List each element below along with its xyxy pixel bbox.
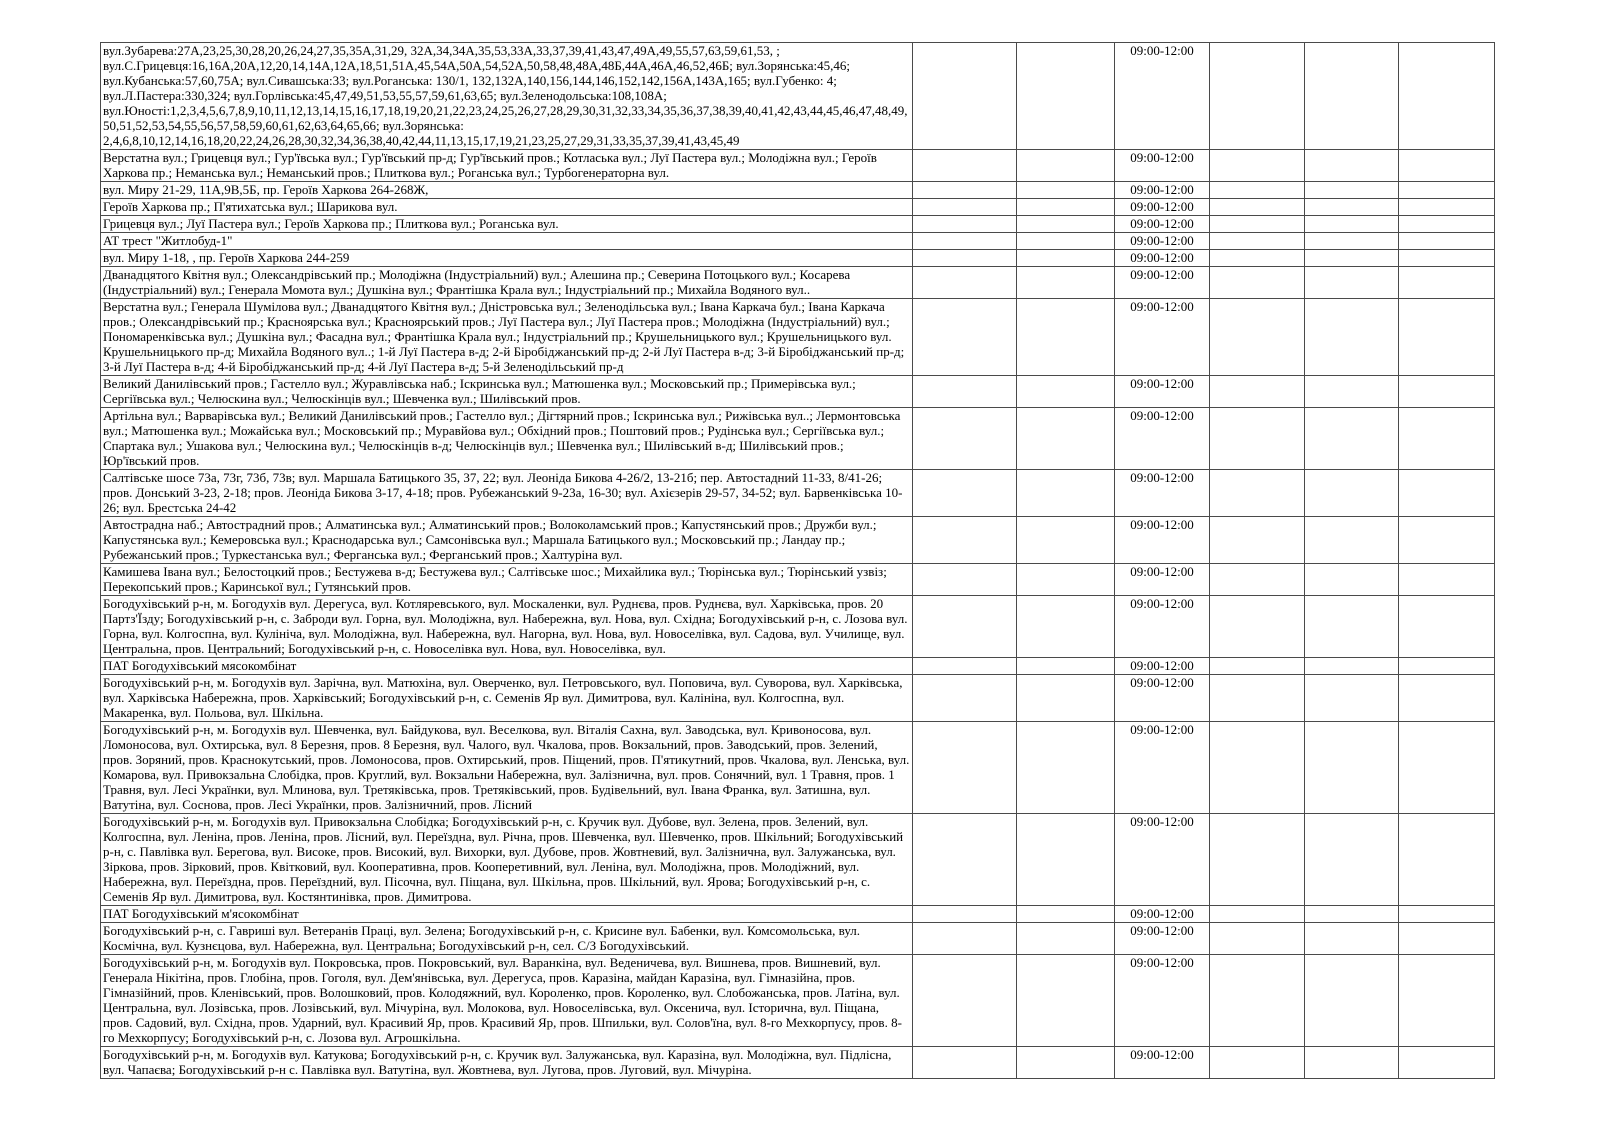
empty-cell — [913, 517, 1017, 564]
streets-cell: Великий Данилівський пров.; Гастелло вул.; Журавлівська наб.; Іскринська вул.; Матюшенка вул.; Московський пр.; Примерівська вул.; Сергіївська вул.; Челюскина вул.; Челюскінців вул.; Шевченка вул.; Шилівський пров. — [101, 376, 913, 408]
table-row — [101, 150, 1495, 182]
empty-cell — [1305, 955, 1399, 1047]
empty-cell — [1210, 216, 1305, 233]
streets-cell: Артільна вул.; Варварівська вул.; Великий Данилівський пров.; Гастелло вул.; Дігтярний пров.; Іскринська вул.; Рижівська вул..; Лермонтовська вул.; Матюшенка вул.; Можайська вул.; Московський пр.; Муравйова вул.; Обхідний пров.; Поштовий пров.; Рудінська вул.; Сергіївська вул.; Спартака вул.; Ушакова вул.; Челюскина вул.; Челюскінців в-д; Челюскінців вул.; Шевченка вул.; Шилівський в-д; Шилівський пров.; Юр'ївський пров. — [101, 408, 913, 470]
empty-cell — [1305, 658, 1399, 675]
empty-cell — [1305, 233, 1399, 250]
empty-cell — [1017, 408, 1115, 470]
empty-cell — [1210, 470, 1305, 517]
empty-cell — [913, 722, 1017, 814]
table-row — [101, 376, 1495, 408]
empty-cell — [913, 182, 1017, 199]
empty-cell — [1017, 216, 1115, 233]
table-row — [101, 250, 1495, 267]
empty-cell — [913, 233, 1017, 250]
empty-cell — [1017, 470, 1115, 517]
empty-cell — [1210, 408, 1305, 470]
streets-cell: Богодухівський р-н, м. Богодухів вул. Шевченка, вул. Байдукова, вул. Веселкова, вул. Віталія Сахна, вул. Заводська, вул. Кривоносова, вул. Ломоносова, вул. Охтирська, вул. 8 Березня, пров. 8 Березня, вул. Чалого, вул. Чкалова, пров. Вокзальний, пров. Заводський, пров. Зелений, пров. Зоряний, пров. Краснокутський, пров. Ломоносова, пров. Охтирський, пров. Піщений, пров. П'ятикутний, пров. Чкалова, вул. Ленська, вул. Комарова, вул. Привокзальна Слобідка, пров. Круглий, вул. Вокзальни Набережна, вул. Залізнична, вул. пров. Сонячний, вул. 1 Травня, пров. 1 Травня, вул. Лесі Українки, вул. Млинова, вул. Третяківська, пров. Третяківський, пров. Будівельний, вул. Івана Франка, вул. Затишна, вул. Ватутіна, вул. Соснова, пров. Лесі Українки, пров. Залізничний, пров. Лісний — [101, 722, 913, 814]
time-cell: 09:00-12:00 — [1115, 182, 1210, 199]
time-cell: 09:00-12:00 — [1115, 722, 1210, 814]
empty-cell — [1399, 722, 1495, 814]
table-row — [101, 1047, 1495, 1079]
empty-cell — [1399, 250, 1495, 267]
table-row — [101, 299, 1495, 376]
empty-cell — [1305, 722, 1399, 814]
empty-cell — [1017, 564, 1115, 596]
empty-cell — [1399, 923, 1495, 955]
time-cell: 09:00-12:00 — [1115, 675, 1210, 722]
empty-cell — [1399, 376, 1495, 408]
empty-cell — [1305, 814, 1399, 906]
empty-cell — [1399, 43, 1495, 150]
empty-cell — [913, 658, 1017, 675]
time-cell: 09:00-12:00 — [1115, 408, 1210, 470]
time-cell: 09:00-12:00 — [1115, 150, 1210, 182]
empty-cell — [1399, 564, 1495, 596]
empty-cell — [913, 906, 1017, 923]
empty-cell — [1399, 150, 1495, 182]
empty-cell — [1399, 299, 1495, 376]
table-row — [101, 675, 1495, 722]
empty-cell — [1210, 722, 1305, 814]
empty-cell — [1399, 517, 1495, 564]
time-cell: 09:00-12:00 — [1115, 216, 1210, 233]
table-row — [101, 216, 1495, 233]
empty-cell — [1017, 906, 1115, 923]
empty-cell — [1399, 199, 1495, 216]
time-cell: 09:00-12:00 — [1115, 517, 1210, 564]
table-row — [101, 43, 1495, 150]
outage-schedule-table — [100, 42, 1495, 1079]
empty-cell — [1305, 906, 1399, 923]
streets-cell: Верстатна вул.; Грицевця вул.; Гур'ївська вул.; Гур'ївський пр-д; Гур'ївський пров.; Котласька вул.; Луї Пастера вул.; Молодіжна вул.; Героїв Харкова пр.; Неманська вул.; Неманський пров.; Плиткова вул.; Роганська вул.; Турбогенераторна вул. — [101, 150, 913, 182]
empty-cell — [1017, 596, 1115, 658]
empty-cell — [913, 299, 1017, 376]
table-row — [101, 408, 1495, 470]
empty-cell — [1399, 814, 1495, 906]
empty-cell — [1210, 658, 1305, 675]
time-cell: 09:00-12:00 — [1115, 814, 1210, 906]
table-row — [101, 658, 1495, 675]
empty-cell — [1305, 675, 1399, 722]
streets-cell: вул. Миру 21-29, 11А,9В,5Б, пр. Героїв Харкова 264-268Ж, — [101, 182, 913, 199]
empty-cell — [913, 199, 1017, 216]
empty-cell — [913, 470, 1017, 517]
time-cell: 09:00-12:00 — [1115, 250, 1210, 267]
empty-cell — [1210, 906, 1305, 923]
empty-cell — [1210, 250, 1305, 267]
empty-cell — [1210, 150, 1305, 182]
time-cell: 09:00-12:00 — [1115, 658, 1210, 675]
empty-cell — [1017, 675, 1115, 722]
table-row — [101, 199, 1495, 216]
time-cell: 09:00-12:00 — [1115, 233, 1210, 250]
table-row — [101, 182, 1495, 199]
empty-cell — [1305, 199, 1399, 216]
streets-cell: Богодухівський р-н, с. Гавриші вул. Ветеранів Праці, вул. Зелена; Богодухівський р-н, с. Крисине вул. Бабенки, вул. Комсомольська, вул. Космічна, вул. Кузнєцова, вул. Набережна, вул. Центральна; Богодухівський р-н, сел. С/З Богодухівський. — [101, 923, 913, 955]
table-row — [101, 564, 1495, 596]
empty-cell — [1305, 517, 1399, 564]
time-cell: 09:00-12:00 — [1115, 199, 1210, 216]
streets-cell: вул. Миру 1-18, , пр. Героїв Харкова 244-259 — [101, 250, 913, 267]
empty-cell — [913, 596, 1017, 658]
empty-cell — [1399, 1047, 1495, 1079]
empty-cell — [1305, 470, 1399, 517]
empty-cell — [913, 955, 1017, 1047]
empty-cell — [1399, 233, 1495, 250]
streets-cell: АТ трест "Житлобуд-1" — [101, 233, 913, 250]
empty-cell — [1017, 814, 1115, 906]
time-cell: 09:00-12:00 — [1115, 1047, 1210, 1079]
table-row — [101, 722, 1495, 814]
empty-cell — [1305, 376, 1399, 408]
table-row — [101, 517, 1495, 564]
time-cell: 09:00-12:00 — [1115, 596, 1210, 658]
empty-cell — [1399, 955, 1495, 1047]
empty-cell — [1017, 923, 1115, 955]
empty-cell — [1305, 182, 1399, 199]
empty-cell — [1305, 216, 1399, 233]
empty-cell — [1305, 596, 1399, 658]
empty-cell — [1210, 955, 1305, 1047]
empty-cell — [1305, 923, 1399, 955]
empty-cell — [1017, 299, 1115, 376]
empty-cell — [1017, 182, 1115, 199]
empty-cell — [1305, 299, 1399, 376]
streets-cell: Богодухівський р-н, м. Богодухів вул. Зарічна, вул. Матюхіна, вул. Оверченко, вул. Петровського, вул. Поповича, вул. Суворова, вул. Харківська, вул. Харківська Набережна, пров. Харківський; Богодухівський р-н, с. Семенів Яр вул. Димитрова, вул. Калініна, вул. Колгоспна, вул. Макаренка, вул. Польова, вул. Шкільна. — [101, 675, 913, 722]
time-cell: 09:00-12:00 — [1115, 299, 1210, 376]
empty-cell — [913, 250, 1017, 267]
empty-cell — [1210, 376, 1305, 408]
streets-cell: Героїв Харкова пр.; П'ятихатська вул.; Шарикова вул. — [101, 199, 913, 216]
empty-cell — [1210, 182, 1305, 199]
empty-cell — [1399, 658, 1495, 675]
table-row — [101, 955, 1495, 1047]
empty-cell — [913, 216, 1017, 233]
schedule-table-body — [101, 43, 1495, 1079]
empty-cell — [913, 564, 1017, 596]
empty-cell — [1399, 675, 1495, 722]
streets-cell: Богодухівський р-н, м. Богодухів вул. Катукова; Богодухівський р-н, с. Кручик вул. Залужанська, вул. Каразіна, вул. Молодіжна, вул. Підлісна, вул. Чапаєва; Богодухівський р-н с. Павлівка вул. Ватутіна, вул. Жовтнева, вул. Лугова, пров. Луговий, вул. Мічуріна. — [101, 1047, 913, 1079]
empty-cell — [913, 675, 1017, 722]
empty-cell — [1399, 216, 1495, 233]
empty-cell — [1399, 182, 1495, 199]
time-cell: 09:00-12:00 — [1115, 906, 1210, 923]
time-cell: 09:00-12:00 — [1115, 43, 1210, 150]
empty-cell — [1017, 150, 1115, 182]
table-row — [101, 470, 1495, 517]
empty-cell — [1017, 267, 1115, 299]
empty-cell — [1210, 43, 1305, 150]
empty-cell — [1210, 233, 1305, 250]
empty-cell — [1210, 923, 1305, 955]
streets-cell: ПАТ Богодухівський м'ясокомбінат — [101, 906, 913, 923]
empty-cell — [1305, 564, 1399, 596]
empty-cell — [1017, 43, 1115, 150]
empty-cell — [1399, 267, 1495, 299]
empty-cell — [1017, 250, 1115, 267]
streets-cell: Грицевця вул.; Луї Пастера вул.; Героїв Харкова пр.; Плиткова вул.; Роганська вул. — [101, 216, 913, 233]
empty-cell — [1210, 267, 1305, 299]
empty-cell — [1305, 250, 1399, 267]
empty-cell — [913, 814, 1017, 906]
table-row — [101, 906, 1495, 923]
streets-cell: вул.Зубарева:27А,23,25,30,28,20,26,24,27,35,35А,31,29, 32А,34,34А,35,53,33А,33,37,39,41,43,47,49А,49,55,57,63,59,61,53, ; вул.С.Грицевця:16,16А,20А,12,20,14,14А,12А,18,51,51А,45,54А,50А,54,52А,50,58,48,48А,48Б,44А,46А,46,52,46Б; вул.Зорянська:45,46; вул.Кубанська:57,60,75А; вул.Сивашська:33; вул.Роганська: 130/1, 132,132А,140,156,144,146,152,142,156А,143А,165; вул.Губенко: 4; вул.Л.Пастера:330,324; вул.Горлівська:45,47,49,51,53,55,57,59,61,63,65; вул.Зеленодольська:108,108А; вул.Юності:1,2,3,4,5,6,7,8,9,10,11,12,13,14,15,16,17,18,19,20,21,22,23,24,25,26,27,28,29,30,31,32,33,34,35,36,37,38,39,40,41,42,43,44,45,46,47,48,49,50,51,52,53,54,55,56,57,58,59,60,61,62,63,64,65,66; вул.Зорянська: 2,4,6,8,10,12,14,16,18,20,22,24,26,28,30,32,34,36,38,40,42,44,11,13,15,17,19,21,23,25,27,29,31,33,35,37,39,41,43,45,49 — [101, 43, 913, 150]
empty-cell — [1399, 906, 1495, 923]
streets-cell: Салтівське шосе 73а, 73г, 73б, 73в; вул. Маршала Батицького 35, 37, 22; вул. Леоніда Бикова 4-26/2, 13-21б; пер. Автостадний 11-33, 8/41-26; пров. Донський 3-23, 2-18; пров. Леоніда Бикова 3-17, 4-18; пров. Рубежанський 9-23а, 16-30; вул. Ахієзерів 29-57, 34-52; вул. Барвенківська 10-26; вул. Брестська 24-42 — [101, 470, 913, 517]
empty-cell — [1399, 596, 1495, 658]
empty-cell — [1305, 408, 1399, 470]
empty-cell — [1305, 267, 1399, 299]
streets-cell: Богодухівський р-н, м. Богодухів вул. Привокзальна Слобідка; Богодухівський р-н, с. Кручик вул. Дубове, вул. Зелена, пров. Зелений, вул. Колгоспна, вул. Леніна, пров. Леніна, пров. Лісний, вул. Переїздна, вул. Річна, пров. Шевченка, вул. Шевченко, пров. Шкільний; Богодухівський р-н, с. Павлівка вул. Берегова, вул. Високе, пров. Високий, вул. Вихорки, вул. Дубове, пров. Жовтневий, вул. Залізнична, вул. Залужанська, вул. Зіркова, пров. Зірковий, пров. Квітковий, вул. Кооперативна, пров. Кооперетивний, вул. Леніна, вул. Молодіжна, пров. Молодіжний, вул. Набережна, вул. Переїздна, пров. Переїздний, вул. Пісочна, вул. Піщана, вул. Шкільна, пров. Шкільний, вул. Ярова; Богодухівський р-н, с. Семенів Яр вул. Димитрова, вул. Костянтинівка, пров. Димитрова. — [101, 814, 913, 906]
streets-cell: Дванадцятого Квітня вул.; Олександрівський пр.; Молодіжна (Індустріальний) вул.; Алешина пр.; Северина Потоцького вул.; Косарева (Індустріальний) вул.; Генерала Момота вул.; Душкіна вул.; Франтішка Крала вул.; Індустріальний пр.; Михайла Водяного вул.. — [101, 267, 913, 299]
empty-cell — [1210, 596, 1305, 658]
table-row — [101, 814, 1495, 906]
empty-cell — [1210, 1047, 1305, 1079]
empty-cell — [1305, 150, 1399, 182]
empty-cell — [1017, 233, 1115, 250]
empty-cell — [913, 1047, 1017, 1079]
time-cell: 09:00-12:00 — [1115, 376, 1210, 408]
time-cell: 09:00-12:00 — [1115, 564, 1210, 596]
table-row — [101, 233, 1495, 250]
empty-cell — [1210, 299, 1305, 376]
empty-cell — [1017, 722, 1115, 814]
time-cell: 09:00-12:00 — [1115, 267, 1210, 299]
time-cell: 09:00-12:00 — [1115, 955, 1210, 1047]
empty-cell — [1210, 199, 1305, 216]
empty-cell — [1210, 564, 1305, 596]
empty-cell — [1017, 517, 1115, 564]
time-cell: 09:00-12:00 — [1115, 470, 1210, 517]
empty-cell — [1305, 1047, 1399, 1079]
streets-cell: Богодухівський р-н, м. Богодухів вул. Покровська, пров. Покровський, вул. Варанкіна, вул. Веденичева, вул. Вишнева, пров. Вишневий, вул. Генерала Нікітіна, пров. Глобіна, пров. Гоголя, вул. Дем'янівська, вул. Дерегуса, пров. Каразіна, майдан Каразіна, вул. Гімназійна, пров. Гімназійний, пров. Кленівський, пров. Волошковий, пров. Колодяжний, вул. Короленко, пров. Короленко, вул. Слобожанська, пров. Латіна, вул. Центральна, вул. Лозівська, пров. Лозівський, вул. Мічуріна, вул. Молокова, вул. Новоселівська, вул. Оксенича, вул. Історична, вул. Піщана, пров. Садовий, вул. Східна, пров. Ударний, вул. Красивий Яр, пров. Красивий Яр, пров. Шпильки, вул. Солов'їна, вул. 8-го Мехкорпусу, пров. 8-го Мехкорпусу; Богодухівський р-н, с. Лозова вул. Агрошкільна. — [101, 955, 913, 1047]
empty-cell — [913, 408, 1017, 470]
streets-cell: Богодухівський р-н, м. Богодухів вул. Дерегуса, вул. Котляревського, вул. Москаленки, вул. Руднєва, пров. Руднєва, вул. Харківська, пров. 20 Партз'Їзду; Богодухівський р-н, с. Заброди вул. Горна, вул. Молодіжна, вул. Набережна, вул. Нова, вул. Східна; Богодухівський р-н, с. Лозова вул. Горна, вул. Колгоспна, вул. Кулініча, вул. Молодіжна, вул. Набережна, вул. Нагорна, вул. Нова, вул. Новоселівка, вул. Садова, вул. Училище, вул. Центральна, пров. Центральний; Богодухівський р-н, с. Новоселівка вул. Нова, вул. Новоселівка, вул. — [101, 596, 913, 658]
empty-cell — [1210, 814, 1305, 906]
empty-cell — [1210, 517, 1305, 564]
empty-cell — [913, 376, 1017, 408]
empty-cell — [1017, 199, 1115, 216]
empty-cell — [1210, 675, 1305, 722]
streets-cell: Камишева Івана вул.; Белостоцкий пров.; Бестужева в-д; Бестужева вул.; Салтівське шос.; Михайлика вул.; Тюрінська вул.; Тюрінський узвіз; Перекопський пров.; Каринської вул.; Гутянський пров. — [101, 564, 913, 596]
empty-cell — [913, 923, 1017, 955]
empty-cell — [1017, 658, 1115, 675]
empty-cell — [1017, 1047, 1115, 1079]
empty-cell — [1017, 955, 1115, 1047]
empty-cell — [1399, 408, 1495, 470]
empty-cell — [913, 150, 1017, 182]
empty-cell — [913, 43, 1017, 150]
time-cell: 09:00-12:00 — [1115, 923, 1210, 955]
table-row — [101, 923, 1495, 955]
streets-cell: Автострадна наб.; Автострадний пров.; Алматинська вул.; Алматинський пров.; Волоколамський пров.; Капустянський пров.; Дружби вул.; Капустянська вул.; Кемеровська вул.; Краснодарська вул.; Самсонівська вул.; Маршала Батицького вул.; Московський пр.; Ландау пр.; Рубежанський пров.; Туркестанська вул.; Ферганська вул.; Ферганський пров.; Халтуріна вул. — [101, 517, 913, 564]
streets-cell: Верстатна вул.; Генерала Шумілова вул.; Дванадцятого Квітня вул.; Дністровська вул.; Зеленодільська вул.; Івана Каркача бул.; Івана Каркача пров.; Олександрівський пр.; Красноярська вул.; Красноярський пров.; Луї Пастера вул.; Луї Пастера пров.; Молодіжна (Індустріальний) вул.; Пономаренківська вул.; Душкіна вул.; Фасадна вул.; Франтішка Крала вул.; Індустріальний пр.; Крушельницького вул.; Крушельницького вул. Крушельницького пр-д; Михайла Водяного вул..; 1-й Луї Пастера в-д; 2-й Біробіджанський пр-д; 2-й Луї Пастера в-д; 3-й Біробіджанський пр-д; 3-й Луї Пастера в-д; 4-й Біробіджанський пр-д; 4-й Луї Пастера в-д; 5-й Зеленодільський пр-д — [101, 299, 913, 376]
empty-cell — [1399, 470, 1495, 517]
empty-cell — [913, 267, 1017, 299]
empty-cell — [1017, 376, 1115, 408]
empty-cell — [1305, 43, 1399, 150]
table-row — [101, 596, 1495, 658]
streets-cell: ПАТ Богодухівський мясокомбінат — [101, 658, 913, 675]
table-row — [101, 267, 1495, 299]
